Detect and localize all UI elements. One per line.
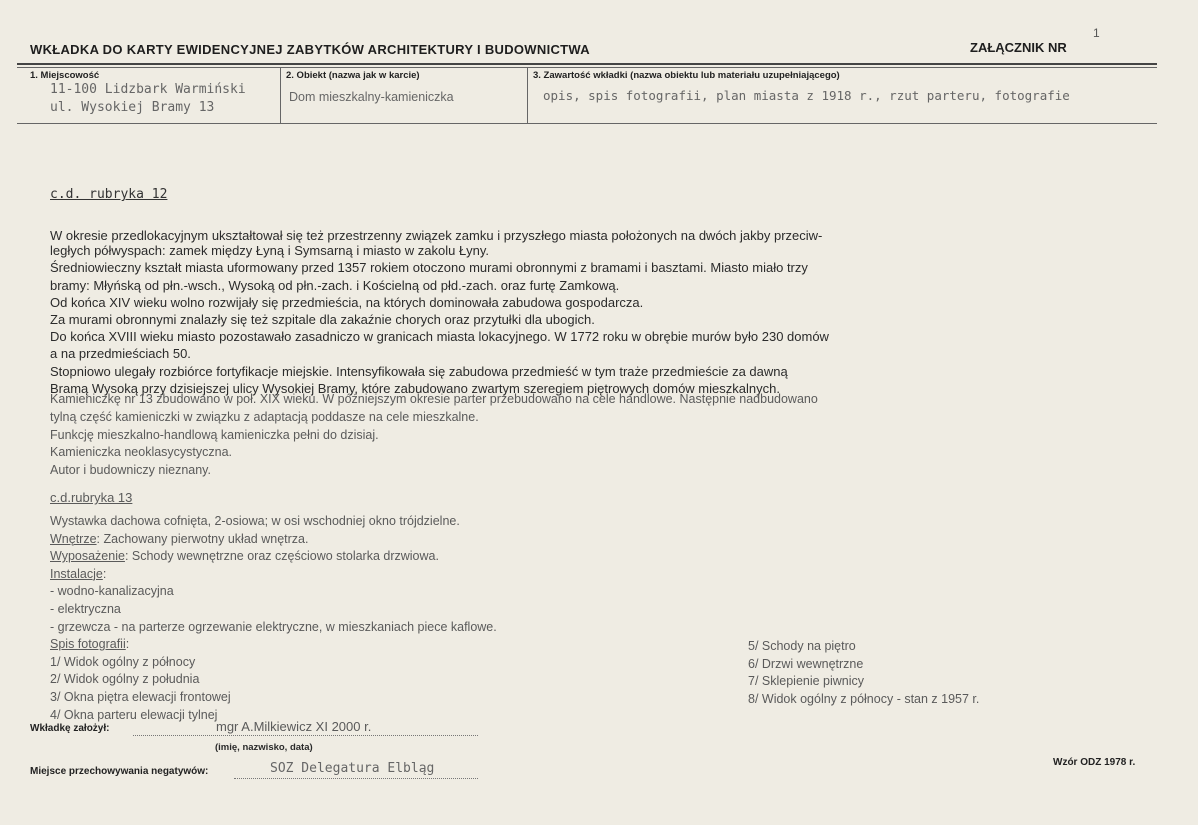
- equipment-text: : Schody wewnętrzne oraz częściowo stolarka drzwiowa.: [124, 549, 439, 564]
- text-line: W okresie przedlokacyjnym ukształtował się też przestrzenny związek zamku i przyszłego miasta położonych na dwóch jakby przeciw-: [50, 228, 823, 243]
- fields-bottom-rule: [17, 123, 1157, 124]
- field-contents-label: 3. Zawartość wkładki (nazwa obiektu lub materiału uzupełniającego): [533, 70, 840, 81]
- photos-colon: :: [125, 637, 130, 652]
- page-number: 1: [1093, 26, 1100, 40]
- text-line: - grzewcza - na parterze ogrzewanie elektryczne, w mieszkaniach piece kaflowe.: [50, 619, 497, 634]
- text-line: - wodno-kanalizacyjna: [50, 584, 174, 599]
- author-label: Wkładkę założył:: [30, 723, 110, 734]
- negatives-value: SOZ Delegatura Elbląg: [270, 761, 435, 776]
- photo-item: 2/ Widok ogólny z południa: [50, 672, 200, 687]
- author-value: mgr A.Milkiewicz XI 2000 r.: [216, 719, 372, 734]
- form-identifier: Wzór ODZ 1978 r.: [1053, 757, 1136, 768]
- field-divider-1: [280, 67, 281, 123]
- field-contents-value: opis, spis fotografii, plan miasta z 1918 r., rzut parteru, fotografie: [543, 88, 1070, 103]
- section12-building: [50, 391, 818, 480]
- text-line: - elektryczna: [50, 601, 121, 616]
- equipment-label: Wyposażenie: [50, 549, 125, 564]
- photo-item: 7/ Sklepienie piwnicy: [748, 674, 865, 689]
- photo-item: 4/ Okna parteru elewacji tylnej: [50, 707, 218, 722]
- section13-body: [50, 513, 497, 724]
- author-hint: (imię, nazwisko, data): [215, 742, 313, 753]
- author-dotline: [133, 735, 478, 736]
- text-line: Wystawka dachowa cofnięta, 2-osiowa; w osi wschodniej okno trójdzielne.: [50, 514, 460, 528]
- text-line: [50, 566, 497, 584]
- text-line: [50, 548, 497, 566]
- photo-item: 3/ Okna piętra elewacji frontowej: [50, 689, 231, 704]
- negatives-label: Miejsce przechowywania negatywów:: [30, 766, 209, 777]
- text-line: Bramą Wysoką przy dzisiejszej ulicy Wysokiej Bramy, które zabudowano zwartym szeregiem piętrowych domów mieszkalnych.: [50, 380, 780, 396]
- field-divider-2: [527, 67, 528, 123]
- field-locality-label: 1. Miejscowość: [30, 70, 100, 81]
- text-line: Autor i budowniczy nieznany.: [50, 463, 211, 478]
- text-line: Za murami obronnymi znalazły się też szpitale dla zakaźnie chorych oraz przytułki dla ubogich.: [50, 312, 595, 328]
- photo-item: 5/ Schody na piętro: [748, 639, 856, 653]
- text-line: Kamieniczka neoklasycystyczna.: [50, 445, 233, 460]
- photos-label: Spis fotografii: [50, 637, 126, 652]
- photo-item: 1/ Widok ogólny z północy: [50, 654, 196, 669]
- field-locality-line1: 11-100 Lidzbark Warmiński: [50, 82, 246, 97]
- text-line: Kamieniczkę nr 13 zbudowano w poł. XIX wieku. W późniejszym okresie parter przebudowano na cele handlowe. Następnie nadbudowano: [50, 392, 818, 406]
- photo-list-right: [748, 638, 979, 708]
- text-line: Do końca XVIII wieku miasto pozostawało zasadniczo w granicach miasta lokacyjnego. W 1772 roku w obrębie murów było 230 domów: [50, 329, 829, 345]
- section12-heading: c.d. rubryka 12: [50, 187, 168, 202]
- text-line: [50, 636, 497, 654]
- photo-item: 6/ Drzwi wewnętrzne: [748, 656, 864, 671]
- photo-item: 8/ Widok ogólny z północy - stan z 1957 r.: [748, 691, 980, 706]
- text-line: Od końca XIV wieku wolno rozwijały się przedmieścia, na których dominowała zabudowa gospodarcza.: [50, 294, 644, 310]
- text-line: Funkcję mieszkalno-handlową kamieniczka pełni do dzisiaj.: [50, 427, 379, 442]
- text-line: Średniowieczny kształt miasta uformowany przed 1357 rokiem otoczono murami obronnymi z bramami i basztami. Miasto miało trzy: [50, 260, 808, 276]
- field-locality-line2: ul. Wysokiej Bramy 13: [50, 100, 215, 115]
- annex-label: ZAŁĄCZNIK NR: [970, 40, 1067, 55]
- field-object-label: 2. Obiekt (nazwa jak w karcie): [286, 70, 420, 81]
- section13-heading: c.d.rubryka 13: [50, 490, 133, 505]
- text-line: Stopniowo ulegały rozbiórce fortyfikacje miejskie. Intensyfikowała się zabudowa przedmieść w tym traże przedmieście za dawną: [50, 363, 788, 379]
- installations-colon: :: [102, 566, 107, 581]
- text-line: a na przedmieściach 50.: [50, 346, 191, 362]
- installations-label: Instalacje: [50, 566, 103, 581]
- interior-text: : Zachowany pierwotny układ wnętrza.: [96, 531, 309, 546]
- text-line: bramy: Młyńską od płn.-wsch., Wysoką od płn.-zach. i Kościelną od płd.-zach. oraz furtę Zamkową.: [50, 277, 620, 293]
- text-line: [50, 531, 497, 549]
- field-object-value: Dom mieszkalny-kamieniczka: [289, 90, 454, 104]
- section12-history: [50, 228, 829, 396]
- text-line: ległych półwyspach: zamek między Łyną i Symsarną i miasto w zakolu Łyny.: [50, 243, 490, 259]
- interior-label: Wnętrze: [50, 531, 97, 546]
- header-rule-thin: [17, 67, 1157, 68]
- document-title: WKŁADKA DO KARTY EWIDENCYJNEJ ZABYTKÓW ARCHITEKTURY I BUDOWNICTWA: [30, 42, 590, 57]
- text-line: tylną część kamieniczki w związku z adaptacją poddasze na cele mieszkalne.: [50, 409, 479, 424]
- negatives-dotline: [234, 778, 478, 779]
- header-rule: [17, 63, 1157, 65]
